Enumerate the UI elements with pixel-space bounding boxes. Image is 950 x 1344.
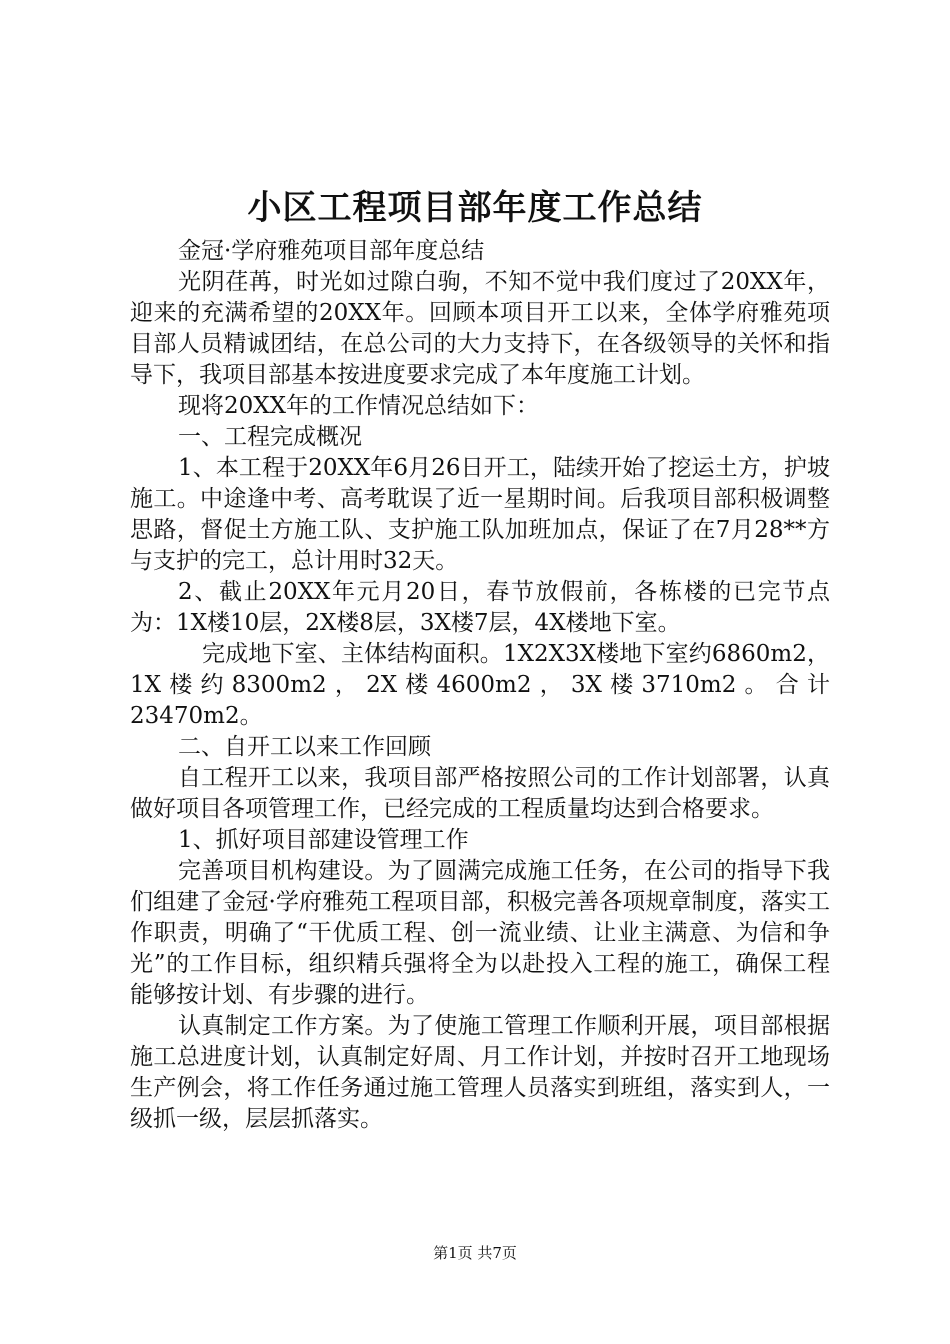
section-heading-2: 二、自开工以来工作回顾: [178, 734, 431, 760]
progress-paragraph-2: 2、截止20XX年元月20日，春节放假前，各栋楼的已完节点为：1X楼10层，2X楼8层，3X楼7层，4X楼地下室。: [130, 579, 830, 636]
review-paragraph: 自工程开工以来，我项目部严格按照公司的工作计划部署，认真做好项目各项管理工作，已经完成的工程质量均达到合格要求。: [130, 765, 830, 822]
organization-paragraph: 完善项目机构建设。为了圆满完成施工任务，在公司的指导下我们组建了金冠·学府雅苑工程项目部，积极完善各项规章制度，落实工作职责，明确了“干优质工程、创一流业绩、让业主满意、为信和争光”的工作目标，组织精兵强将全为以赴投入工程的施工，确保工程能够按计划、有步骤的进行。: [130, 858, 830, 1008]
intro-paragraph: 光阴荏苒，时光如过隙白驹，不知不觉中我们度过了20XX年，迎来的充满希望的20XX年。回顾本项目开工以来，全体学府雅苑项目部人员精诚团结，在总公司的大力支持下，在各级领导的关怀和指导下，我项目部基本按进度要求完成了本年度施工计划。: [130, 269, 830, 388]
subtitle-paragraph: 金冠·学府雅苑项目部年度总结: [178, 238, 485, 264]
summary-lead-paragraph: 现将20XX年的工作情况总结如下：: [178, 393, 540, 419]
section-heading-1: 一、工程完成概况: [178, 424, 362, 450]
plan-paragraph: 认真制定工作方案。为了使施工管理工作顺利开展，项目部根据施工总进度计划，认真制定好周、月工作计划，并按时召开工地现场生产例会，将工作任务通过施工管理人员落实到班组，落实到人，一级抓一级，层层抓落实。: [130, 1013, 830, 1132]
document-title: 小区工程项目部年度工作总结: [247, 188, 703, 228]
page-number-footer: 第1页 共7页: [433, 1244, 517, 1262]
area-paragraph: 完成地下室、主体结构面积。1X2X3X楼地下室约6860m2，1X楼约8300m2，2X楼4600m2，3X楼3710m2。合计23470m2。: [130, 641, 830, 729]
document-body: [130, 236, 830, 1135]
progress-paragraph-1: 1、本工程于20XX年6月26日开工，陆续开始了挖运土方，护坡施工。中途逢中考、高考耽误了近一星期时间。后我项目部积极调整思路，督促土方施工队、支护施工队加班加点，保证了在7月28**方与支护的完工，总计用时32天。: [130, 455, 830, 574]
subsection-heading-1: 1、抓好项目部建设管理工作: [178, 827, 469, 853]
